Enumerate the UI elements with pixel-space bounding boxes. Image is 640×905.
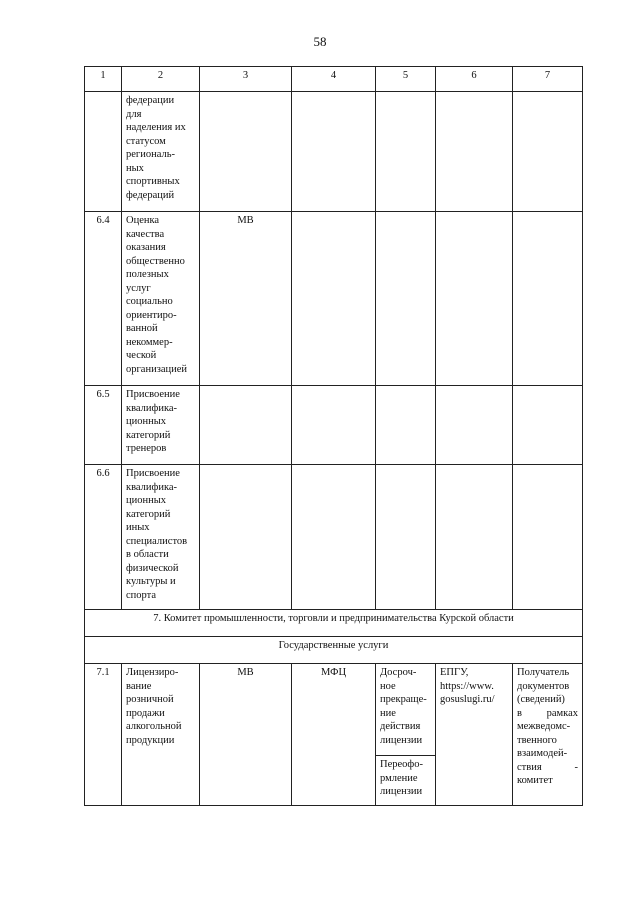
col4-cell: МФЦ (292, 664, 376, 806)
header-cell-2: 2 (122, 67, 200, 92)
header-cell-7: 7 (513, 67, 583, 92)
table-row (85, 386, 583, 465)
service-name: Присвоение квалифика- ционных категорий тренеров (122, 386, 200, 465)
col6-cell: ЕПГУ, https://www. gosuslugi.ru/ (436, 664, 513, 806)
row-number: 6.6 (85, 465, 122, 610)
col3-cell: МВ (200, 212, 292, 386)
table-row (85, 465, 583, 610)
section-row (85, 610, 583, 637)
service-name: Лицензиро- вание розничной продажи алкогольной продукции (122, 664, 200, 806)
subsection-title: Государственные услуги (85, 637, 583, 664)
table-row (85, 664, 583, 756)
row-number: 7.1 (85, 664, 122, 806)
table-row (85, 212, 583, 386)
header-cell-3: 3 (200, 67, 292, 92)
col7-cell: Получатель документов (сведений) в рамках межведомс- твенного взаимодей- ствия - комитет (513, 664, 583, 806)
col3-cell (200, 386, 292, 465)
header-cell-5: 5 (376, 67, 436, 92)
header-row (85, 67, 583, 92)
subsection-row (85, 637, 583, 664)
header-cell-1: 1 (85, 67, 122, 92)
section-title: 7. Комитет промышленности, торговли и предпринимательства Курской области (85, 610, 583, 637)
col5-reissue-cell: Переофо- рмление лицензии (376, 756, 436, 806)
header-cell-4: 4 (292, 67, 376, 92)
col3-cell: МВ (200, 664, 292, 806)
service-name: Присвоение квалифика- ционных категорий иных специалистов в области физической культуры и спорта (122, 465, 200, 610)
service-name: Оценка качества оказания общественно полезных услуг социально ориентиро- ванной некоммер- ческой организацией (122, 212, 200, 386)
row-number: 6.5 (85, 386, 122, 465)
row-number (85, 92, 122, 212)
services-table (84, 66, 583, 806)
row-number: 6.4 (85, 212, 122, 386)
header-cell-6: 6 (436, 67, 513, 92)
table-row (85, 92, 583, 212)
col3-cell (200, 92, 292, 212)
page-number: 58 (313, 34, 327, 49)
col5-termination-cell: Досроч- ное прекраще- ние действия лицензии (376, 664, 436, 756)
service-name: федерации для наделения их статусом региональ- ных спортивных федераций (122, 92, 200, 212)
